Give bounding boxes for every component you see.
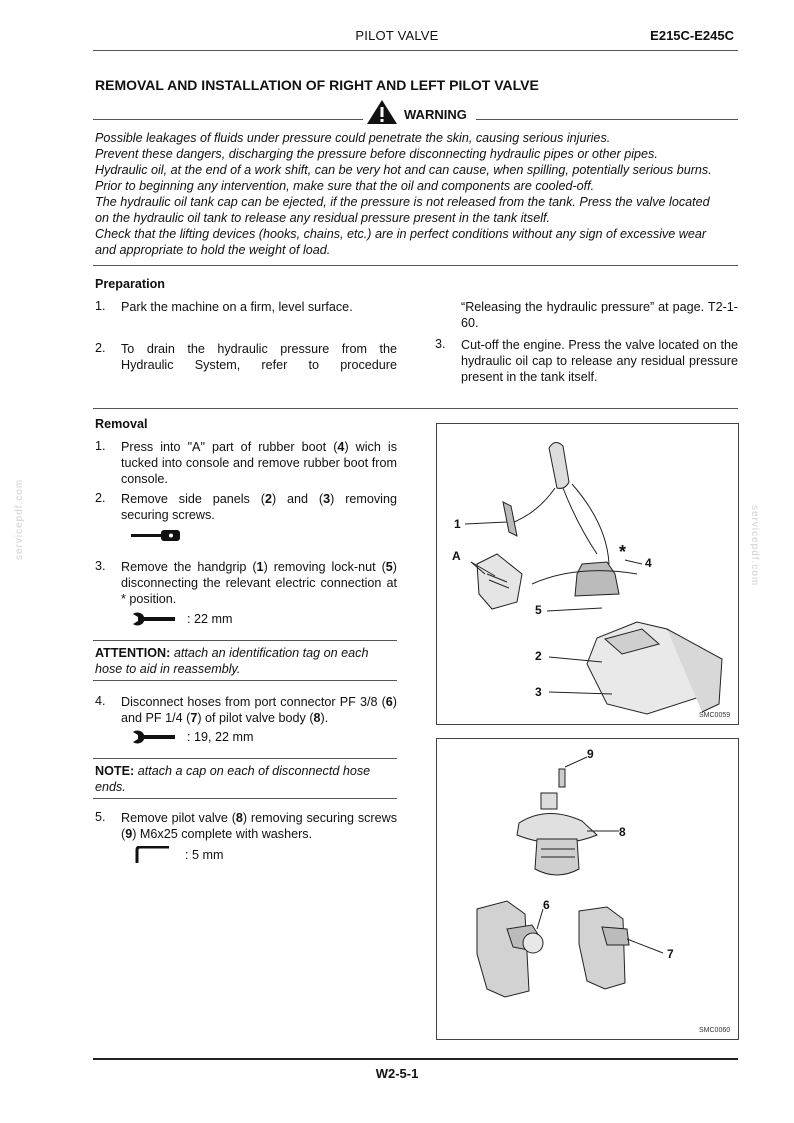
removal-step-2: Remove side panels (2) and (3) removing securing screws. bbox=[121, 492, 397, 522]
header-section: PILOT VALVE bbox=[355, 28, 439, 43]
attention-rule-bottom bbox=[93, 680, 397, 681]
step-number: 5. bbox=[95, 810, 106, 824]
wrench-icon bbox=[131, 729, 177, 745]
tool-spec-3: : 22 mm bbox=[131, 611, 233, 627]
warning-line: Possible leakages of fluids under pressure could penetrate the skin, causing serious injuries. bbox=[95, 131, 611, 145]
warning-line: Prior to beginning any intervention, make sure that the oil and components are cooled-off. bbox=[95, 179, 595, 193]
warning-label: WARNING bbox=[404, 107, 467, 122]
callout-star: * bbox=[619, 542, 627, 562]
warning-triangle-icon bbox=[366, 99, 398, 125]
preparation-heading: Preparation bbox=[95, 277, 165, 291]
removal-heading: Removal bbox=[95, 417, 148, 431]
page-number: W2-5-1 bbox=[375, 1066, 419, 1081]
figure-2-code: SMC0060 bbox=[699, 1027, 731, 1034]
warning-rule-right bbox=[476, 119, 738, 120]
figure-2-drawing bbox=[437, 739, 738, 1039]
screwdriver-icon bbox=[131, 529, 181, 543]
watermark-left: servicepdf.com bbox=[14, 478, 25, 560]
watermark-right: servicepdf.com bbox=[749, 505, 760, 587]
wrench-icon bbox=[131, 611, 177, 627]
callout-2: 2 bbox=[535, 649, 542, 663]
step-number: 2. bbox=[95, 491, 106, 505]
callout-5: 5 bbox=[535, 603, 542, 617]
warning-bottom-rule bbox=[93, 265, 738, 266]
attention-rule-top bbox=[93, 640, 397, 641]
warning-rule-left bbox=[93, 119, 363, 120]
page-title: REMOVAL AND INSTALLATION OF RIGHT AND LEFT PILOT VALVE bbox=[95, 77, 539, 93]
removal-step-3: Remove the handgrip (1) removing lock-nut (5) disconnecting the relevant electric connection at * position. bbox=[121, 560, 397, 606]
warning-line: The hydraulic oil tank cap can be ejected, if the pressure is not released from the tank. Press the valve located bbox=[95, 195, 710, 209]
prep-step-1: Park the machine on a firm, level surface. bbox=[121, 300, 353, 314]
header-model: E215C-E245C bbox=[650, 28, 734, 43]
step-number: 4. bbox=[95, 694, 106, 708]
callout-9: 9 bbox=[587, 747, 594, 761]
note: NOTE: attach a cap on each of disconnectd hose ends. bbox=[95, 764, 371, 794]
callout-4: 4 bbox=[645, 556, 652, 570]
warning-line: Hydraulic oil, at the end of a work shift, can be very hot and can cause, when spilling, potentially serious burns. bbox=[95, 163, 712, 177]
attention-note: ATTENTION: attach an identification tag on each hose to aid in reassembly. bbox=[95, 646, 369, 676]
callout-3: 3 bbox=[535, 685, 542, 699]
step-number: 1. bbox=[95, 439, 106, 453]
note-rule-bottom bbox=[93, 798, 397, 799]
step-number: 2. bbox=[95, 341, 106, 355]
warning-line: on the hydraulic oil tank to release any residual pressure present in the tank itself. bbox=[95, 211, 551, 225]
callout-A: A bbox=[452, 549, 461, 563]
tool-spec-4: : 19, 22 mm bbox=[131, 729, 254, 745]
warning-line: Prevent these dangers, discharging the pressure before disconnecting hydraulic pipes or other pipes. bbox=[95, 147, 658, 161]
callout-7: 7 bbox=[667, 947, 674, 961]
callout-8: 8 bbox=[619, 825, 626, 839]
header-rule bbox=[93, 50, 738, 51]
figure-1 bbox=[436, 423, 739, 725]
removal-step-5: Remove pilot valve (8) removing securing screws (9) M6x25 complete with washers. bbox=[121, 811, 397, 841]
prep-step-2-cont: “Releasing the hydraulic pressure” at page. T2-1-60. bbox=[461, 300, 738, 330]
callout-1: 1 bbox=[454, 517, 461, 531]
tool-spec-5: : 5 mm bbox=[135, 846, 223, 864]
step-number: 3. bbox=[435, 337, 446, 351]
figure-1-drawing bbox=[437, 424, 738, 724]
figure-1-code: SMC0059 bbox=[699, 712, 731, 719]
removal-step-1: Press into "A" part of rubber boot (4) wich is tucked into console and remove rubber boot from console. bbox=[121, 440, 397, 486]
step-number: 3. bbox=[95, 559, 106, 573]
callout-6: 6 bbox=[543, 898, 550, 912]
footer-rule bbox=[93, 1058, 738, 1060]
prep-step-2: To drain the hydraulic pressure from the Hydraulic System, refer to procedure bbox=[121, 342, 397, 372]
note-rule-top bbox=[93, 758, 397, 759]
warning-line: and appropriate to hold the weight of load. bbox=[95, 243, 331, 257]
hex-key-icon bbox=[135, 846, 175, 864]
figure-2 bbox=[436, 738, 739, 1040]
warning-text bbox=[95, 130, 743, 258]
preparation-bottom-rule bbox=[93, 408, 738, 409]
step-number: 1. bbox=[95, 299, 106, 313]
removal-step-4: Disconnect hoses from port connector PF 3/8 (6) and PF 1/4 (7) of pilot valve body (8). bbox=[121, 695, 397, 725]
warning-line: Check that the lifting devices (hooks, chains, etc.) are in perfect conditions without any sign of excessive wear bbox=[95, 227, 707, 241]
prep-step-3: Cut-off the engine. Press the valve located on the hydraulic oil cap to release any residual pressure present in the tank itself. bbox=[461, 338, 738, 384]
